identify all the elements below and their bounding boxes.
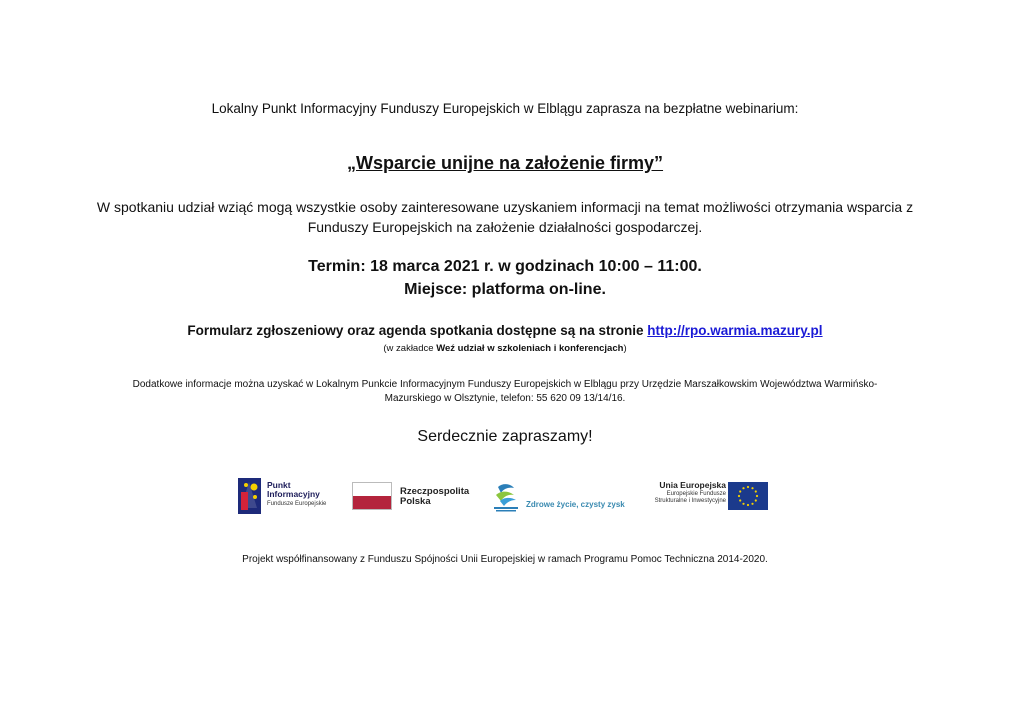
eu-star xyxy=(751,487,753,489)
ue-title: Unia Europejska xyxy=(659,480,726,490)
eu-star xyxy=(739,499,741,501)
event-place: Miejsce: platforma on-line. xyxy=(404,281,606,298)
eu-flag-icon xyxy=(728,482,768,510)
eu-star xyxy=(742,487,744,489)
rpo-link[interactable]: http://rpo.warmia.mazury.pl xyxy=(647,323,823,338)
warmia-mazury-logo xyxy=(492,483,625,515)
punkt-sub: Fundusze Europejskie xyxy=(267,501,327,507)
rzeczpospolita-logo xyxy=(352,482,472,514)
ue-sub-2: Strukturalne i Inwestycyjne xyxy=(654,498,726,504)
eu-star xyxy=(747,486,749,488)
punkt-line-1: Punkt xyxy=(267,480,291,490)
eu-star xyxy=(755,499,757,501)
eu-star xyxy=(755,490,757,492)
punkt-informacyjny-icon xyxy=(238,478,261,514)
eu-star xyxy=(751,503,753,505)
eu-star xyxy=(756,495,758,497)
rp-line-1: Rzeczpospolita xyxy=(400,486,470,497)
punkt-informacyjny-logo xyxy=(238,478,338,516)
punkt-line-2: Informacyjny xyxy=(267,489,320,499)
webinar-title: „Wsparcie unijne na założenie firmy” xyxy=(346,153,664,173)
additional-info-line-1: Dodatkowe informacje można uzyskać w Lokalnym Punkcie Informacyjnym Funduszy Europejskich w Elblągu przy Urzędzie Marszałkowskim Województwa Warmińsko- xyxy=(132,379,878,390)
tab-hint-prefix: (w zakładce xyxy=(383,343,437,354)
wm-slogan: Zdrowe życie, czysty zysk xyxy=(526,500,625,509)
tab-hint-suffix: ) xyxy=(623,343,627,354)
tab-hint-name: Weź udział w szkoleniach i konferencjach xyxy=(436,343,624,354)
eu-star xyxy=(747,504,749,506)
additional-info-line-2: Mazurskiego w Olsztynie, telefon: 55 620 09 13/14/16. xyxy=(384,393,626,404)
intro-text: Lokalny Punkt Informacyjny Funduszy Europejskich w Elblągu zaprasza na bezpłatne webinarium: xyxy=(211,101,799,116)
unia-europejska-logo xyxy=(640,478,770,514)
eu-star xyxy=(742,503,744,505)
warmia-mazury-icon xyxy=(492,483,520,513)
rp-line-2: Polska xyxy=(400,496,431,507)
registration-info xyxy=(0,323,1010,338)
registration-text: Formularz zgłoszeniowy oraz agenda spotkania dostępne są na stronie xyxy=(187,323,648,338)
greeting: Serdecznie zapraszamy! xyxy=(417,428,593,445)
tab-hint xyxy=(0,343,1010,354)
description-line-1: W spotkaniu udział wziąć mogą wszystkie osoby zainteresowane uzyskaniem informacji na temat możliwości otrzymania wsparcia z xyxy=(96,199,914,215)
description-line-2: Funduszy Europejskich na założenie działalności gospodarczej. xyxy=(307,219,703,235)
footer-note: Projekt współfinansowany z Funduszu Spójności Unii Europejskiej w ramach Programu Pomoc Techniczna 2014-2020. xyxy=(242,554,768,565)
polish-flag-icon xyxy=(352,482,392,510)
eu-star xyxy=(738,495,740,497)
ue-sub-1: Europejskie Fundusze xyxy=(666,491,726,497)
eu-star xyxy=(739,490,741,492)
event-term: Termin: 18 marca 2021 r. w godzinach 10:00 – 11:00. xyxy=(308,258,702,275)
